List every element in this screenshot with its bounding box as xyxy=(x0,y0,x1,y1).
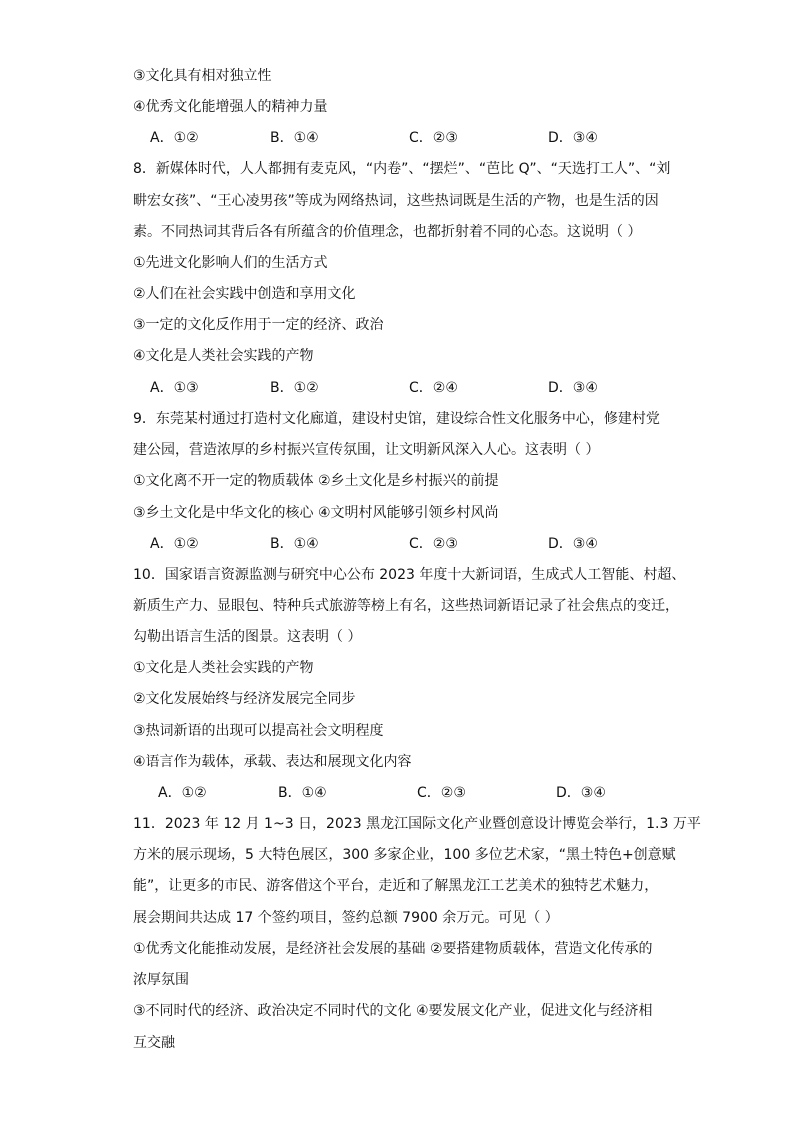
q9-stem-line-1: 9．东莞某村通过打造村文化廊道，建设村史馆，建设综合性文化服务中心，修建村党 xyxy=(133,411,660,427)
q8-item-4: ④文化是人类社会实践的产物 xyxy=(133,348,314,364)
q8-option-c[interactable]: C．②④ xyxy=(409,380,458,396)
q11-stem-line-3: 能”，让更多的市民、游客借这个平台，走近和了解黑龙江工艺美术的独特艺术魅力， xyxy=(133,878,659,894)
q10-item-2: ②文化发展始终与经济发展完全同步 xyxy=(133,691,356,707)
q11-stem-line-4: 展会期间共达成 17 个签约项目，签约总额 7900 余万元。可见（ ） xyxy=(133,910,559,926)
q10-stem-line-1: 10．国家语言资源监测与研究中心公布 2023 年度十大新词语，生成式人工智能、村超、 xyxy=(133,567,686,583)
q11-stem-line-1: 11．2023 年 12 月 1~3 日，2023 黑龙江国际文化产业暨创意设计博览会举行，1.3 万平 xyxy=(133,816,701,832)
q10-stem-line-2: 新质生产力、显眼包、特种兵式旅游等榜上有名，这些热词新语记录了社会焦点的变迁， xyxy=(133,598,679,614)
q9-stem-line-2: 建公园，营造浓厚的乡村振兴宣传氛围，让文明新风深入人心。这表明（ ） xyxy=(133,442,600,458)
q8-option-a[interactable]: A．①③ xyxy=(150,380,199,396)
q7-option-b[interactable]: B．①④ xyxy=(270,130,319,146)
q11-stem-line-2: 方米的展示现场，5 大特色展区，300 多家企业，100 多位艺术家，“黑土特色+创意赋 xyxy=(133,847,676,863)
q8-item-1: ①先进文化影响人们的生活方式 xyxy=(133,255,328,271)
q10-stem-line-3: 勾勒出语言生活的图景。这表明（ ） xyxy=(133,629,362,645)
q7-options xyxy=(150,128,650,148)
q8-stem-line-3: 素。不同热词其背后各有所蕴含的价值理念，也都折射着不同的心态。这说明（ ） xyxy=(133,224,642,240)
q10-option-c[interactable]: C．②③ xyxy=(417,785,466,801)
q8-item-2: ②人们在社会实践中创造和享用文化 xyxy=(133,286,356,302)
q7-item-4: ④优秀文化能增强人的精神力量 xyxy=(133,99,328,115)
q9-items-row-1: ①文化离不开一定的物质载体 ②乡土文化是乡村振兴的前提 xyxy=(133,473,499,489)
q7-item-3: ③文化具有相对独立性 xyxy=(133,68,272,84)
q10-item-4: ④语言作为载体，承载、表达和展现文化内容 xyxy=(133,754,412,770)
q7-option-d[interactable]: D．③④ xyxy=(548,130,598,146)
q10-option-a[interactable]: A．①② xyxy=(158,785,207,801)
q9-items-row-2: ③乡土文化是中华文化的核心 ④文明村风能够引领乡村风尚 xyxy=(133,505,499,521)
q11-items-row-1: ①优秀文化能推动发展，是经济社会发展的基础 ②要搭建物质载体，营造文化传承的 xyxy=(133,941,653,957)
q9-option-b[interactable]: B．①④ xyxy=(270,536,319,552)
q11-items-row-1-cont: 浓厚氛围 xyxy=(133,972,189,988)
q10-item-3: ③热词新语的出现可以提高社会文明程度 xyxy=(133,723,384,739)
q8-stem-line-1: 8．新媒体时代，人人都拥有麦克风，“内卷”、“摆烂”、“芭比 Q”、“天选打工人”、“刘 xyxy=(133,161,671,177)
q8-option-b[interactable]: B．①② xyxy=(270,380,319,396)
q7-option-c[interactable]: C．②③ xyxy=(409,130,458,146)
q7-option-a[interactable]: A．①② xyxy=(150,130,199,146)
q8-stem-line-2: 畊宏女孩”、“王心凌男孩”等成为网络热词，这些热词既是生活的产物，也是生活的因 xyxy=(133,193,659,209)
q8-option-d[interactable]: D．③④ xyxy=(548,380,598,396)
q11-items-row-2: ③不同时代的经济、政治决定不同时代的文化 ④要发展文化产业，促进文化与经济相 xyxy=(133,1003,653,1019)
q10-option-b[interactable]: B．①④ xyxy=(278,785,327,801)
q9-option-a[interactable]: A．①② xyxy=(150,536,199,552)
q9-option-c[interactable]: C．②③ xyxy=(409,536,458,552)
q8-options xyxy=(150,378,650,398)
q11-items-row-2-cont: 互交融 xyxy=(133,1035,175,1051)
q9-option-d[interactable]: D．③④ xyxy=(548,536,598,552)
q10-item-1: ①文化是人类社会实践的产物 xyxy=(133,660,314,676)
q10-options xyxy=(158,783,658,803)
q10-option-d[interactable]: D．③④ xyxy=(556,785,606,801)
q8-item-3: ③一定的文化反作用于一定的经济、政治 xyxy=(133,317,384,333)
q9-options xyxy=(150,534,650,554)
